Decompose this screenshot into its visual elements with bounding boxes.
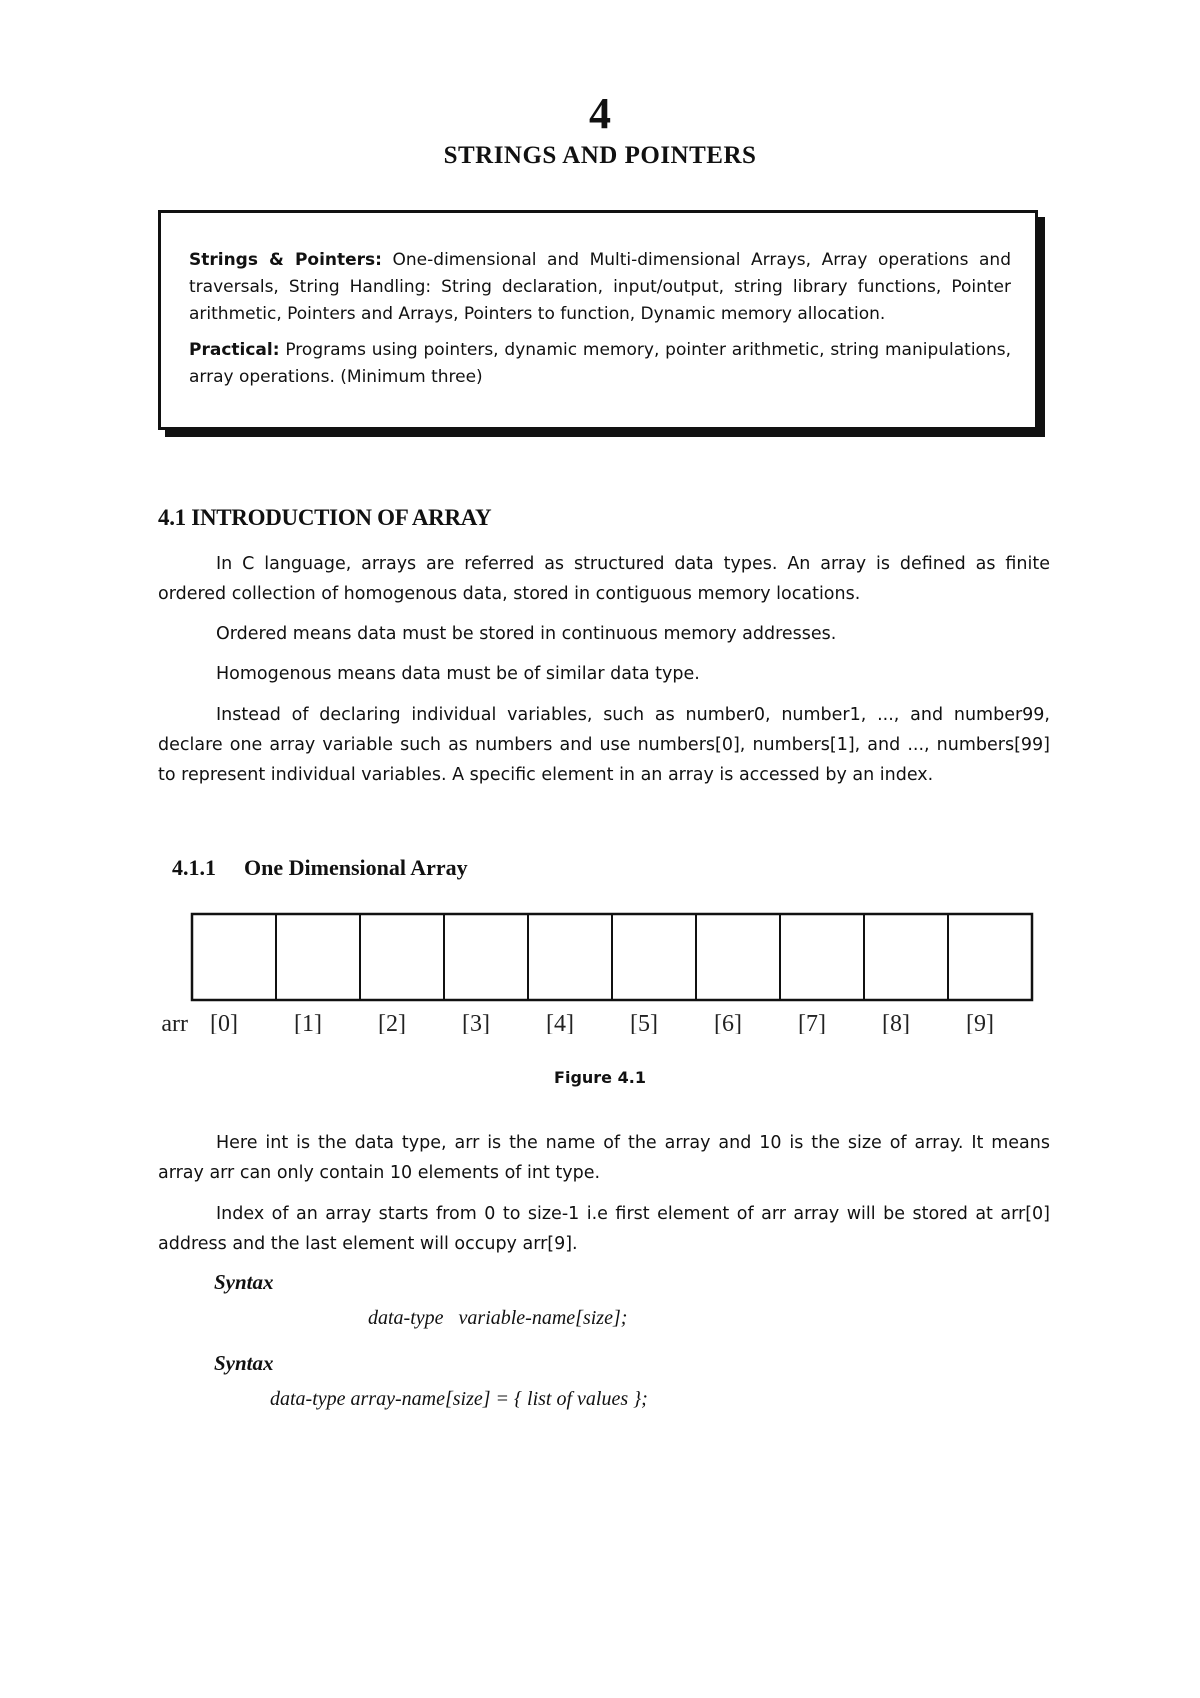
individual-variables-paragraph: Instead of declaring individual variables, such as number0, number1, ..., and number99, declare one array variable such as numbers and use numbers[0], numbers[1], and ..., numbers[99] to represent individual variables. A specific element in an array is accessed by an index. xyxy=(158,705,1050,785)
syntax-code-1: data-type variable-name[size]; xyxy=(368,1307,628,1329)
syllabus-practical-label: Practical: xyxy=(189,340,280,360)
section-heading-4-1: 4.1 INTRODUCTION OF ARRAY xyxy=(158,505,492,530)
syllabus-practical-text: Programs using pointers, dynamic memory, pointer arithmetic, string manipulations, array operations. (Minimum three) xyxy=(189,340,1011,387)
array-index-label: [4] xyxy=(546,1011,574,1034)
syllabus-practical xyxy=(189,337,1011,391)
subsection-heading-4-1-1 xyxy=(172,855,468,881)
array-cells xyxy=(276,914,948,1000)
array-index-labels xyxy=(210,1011,994,1034)
chapter-number: 4 xyxy=(589,89,611,138)
int-explanation-paragraph: Here int is the data type, arr is the name of the array and 10 is the size of array. It means array arr can only contain 10 elements of int type. xyxy=(158,1133,1050,1183)
syntax-label-2: Syntax xyxy=(214,1351,274,1375)
syllabus-topics-label: Strings & Pointers: xyxy=(189,250,382,270)
array-index-label: [1] xyxy=(294,1011,322,1034)
array-index-label: [6] xyxy=(714,1011,742,1034)
syntax-label-1: Syntax xyxy=(214,1270,274,1294)
chapter-title: STRINGS AND POINTERS xyxy=(443,142,757,169)
array-diagram xyxy=(150,904,1050,1034)
intro-paragraph: In C language, arrays are referred as structured data types. An array is defined as finite ordered collection of homogenous data, stored in contiguous memory locations. xyxy=(158,554,1050,604)
subsection-number: 4.1.1 xyxy=(172,855,216,880)
array-index-label: [5] xyxy=(630,1011,658,1034)
figure-caption: Figure 4.1 xyxy=(554,1068,646,1087)
subsection-title: One Dimensional Array xyxy=(244,855,468,880)
array-index-label: [8] xyxy=(882,1011,910,1034)
syllabus-topics-text: One-dimensional and Multi-dimensional Arrays, Array operations and traversals, String Handling: String declaration, input/output, string library functions, Pointer arithmetic, Pointers and Arrays, Pointers to function, Dynamic memory allocation. xyxy=(189,250,1011,324)
array-index-label: [9] xyxy=(966,1011,994,1034)
array-index-label: [7] xyxy=(798,1011,826,1034)
homogenous-paragraph: Homogenous means data must be of similar data type. xyxy=(216,664,700,684)
syllabus-box xyxy=(158,210,1038,430)
array-index-label: [3] xyxy=(462,1011,490,1034)
syntax-code-2: data-type array-name[size] = { list of values }; xyxy=(270,1388,648,1410)
index-explanation-paragraph: Index of an array starts from 0 to size-1 i.e first element of arr array will be stored at arr[0] address and the last element will occupy arr[9]. xyxy=(158,1204,1050,1254)
ordered-paragraph: Ordered means data must be stored in continuous memory addresses. xyxy=(216,624,837,644)
array-index-label: [2] xyxy=(378,1011,406,1034)
syllabus-topics xyxy=(189,247,1011,328)
array-name-label: arr xyxy=(161,1011,188,1034)
array-index-label: [0] xyxy=(210,1011,238,1034)
